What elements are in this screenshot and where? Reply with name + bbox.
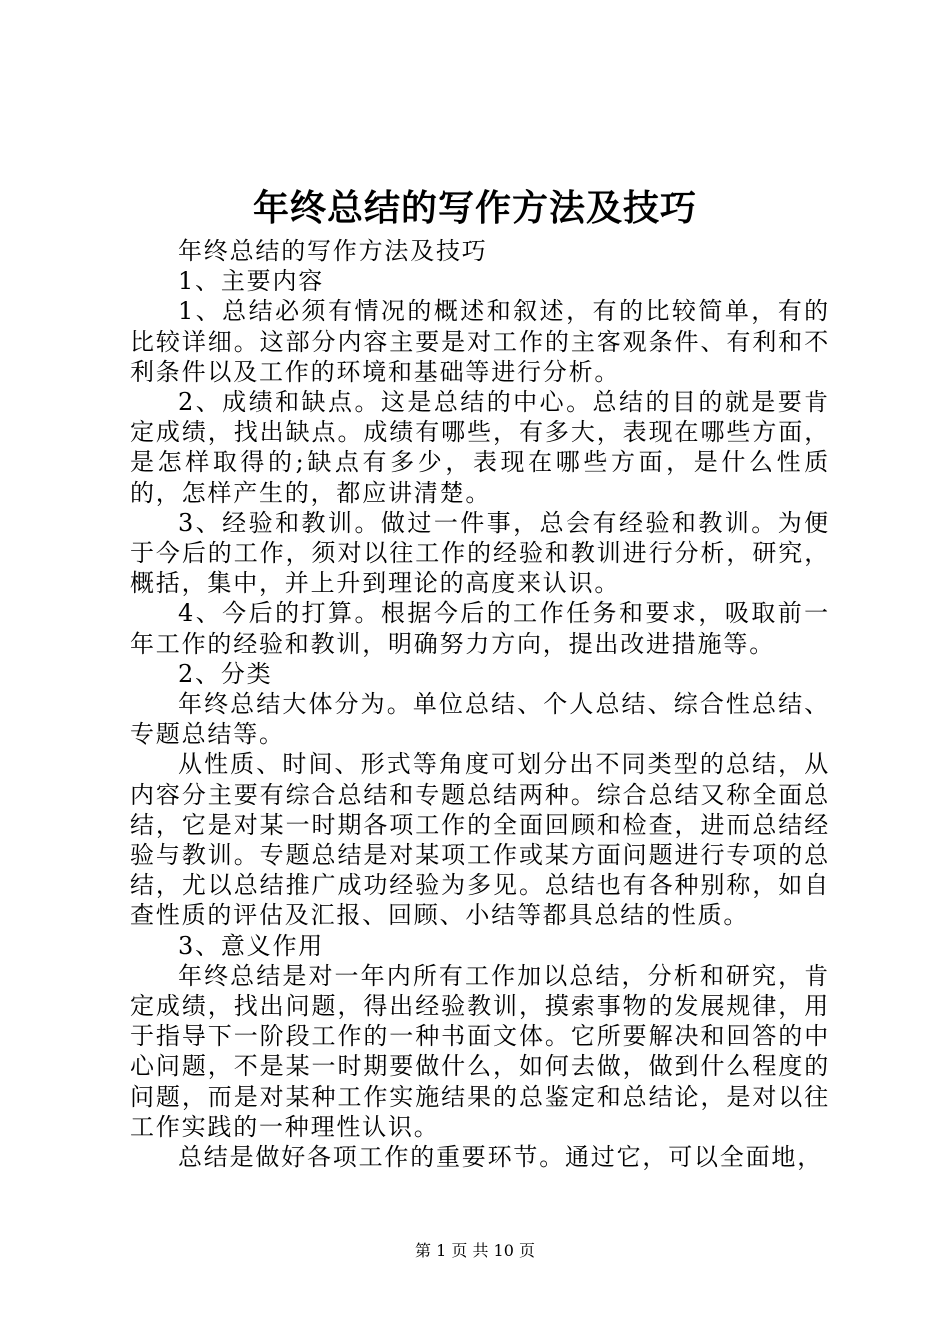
section-heading: 1、主要内容 <box>178 267 325 296</box>
paragraph: 2、成绩和缺点。这是总结的中心。总结的目的就是要肯定成绩，找出缺点。成绩有哪些，有多大，表现在哪些方面，是怎样取得的;缺点有多少，表现在哪些方面，是什么性质的，怎样产生的，都应讲清楚。 <box>130 388 830 507</box>
paragraph: 4、今后的打算。根据今后的工作任务和要求，吸取前一年工作的经验和教训，明确努力方向，提出改进措施等。 <box>130 599 830 658</box>
document-body <box>130 236 830 1172</box>
section-heading: 3、意义作用 <box>178 931 325 960</box>
page-footer: 第 1 页 共 10 页 <box>415 1241 535 1260</box>
paragraph: 年终总结大体分为。单位总结、个人总结、综合性总结、专题总结等。 <box>130 690 830 749</box>
paragraph: 3、经验和教训。做过一件事，总会有经验和教训。为便于今后的工作，须对以往工作的经验和教训进行分析，研究，概括，集中，并上升到理论的高度来认识。 <box>130 508 830 598</box>
paragraph: 年终总结的写作方法及技巧 <box>178 237 488 265</box>
document-title: 年终总结的写作方法及技巧 <box>252 187 697 229</box>
paragraph: 从性质、时间、形式等角度可划分出不同类型的总结，从内容分主要有综合总结和专题总结两种。综合总结又称全面总结，它是对某一时期各项工作的全面回顾和检查，进而总结经验与教训。专题总结是对某项工作或某方面问题进行专项的总结，尤以总结推广成功经验为多见。总结也有各种别称，如自查性质的评估及汇报、回顾、小结等都具总结的性质。 <box>130 750 830 930</box>
paragraph: 年终总结是对一年内所有工作加以总结，分析和研究，肯定成绩，找出问题，得出经验教训，摸索事物的发展规律，用于指导下一阶段工作的一种书面文体。它所要解决和回答的中心问题，不是某一时期要做什么，如何去做，做到什么程度的问题，而是对某种工作实施结果的总鉴定和总结论，是对以往工作实践的一种理性认识。 <box>130 961 830 1141</box>
paragraph: 1、总结必须有情况的概述和叙述，有的比较简单，有的比较详细。这部分内容主要是对工作的主客观条件、有利和不利条件以及工作的环境和基础等进行分析。 <box>130 297 830 386</box>
paragraph: 总结是做好各项工作的重要环节。通过它，可以全面地， <box>178 1143 823 1172</box>
section-heading: 2、分类 <box>178 659 273 688</box>
